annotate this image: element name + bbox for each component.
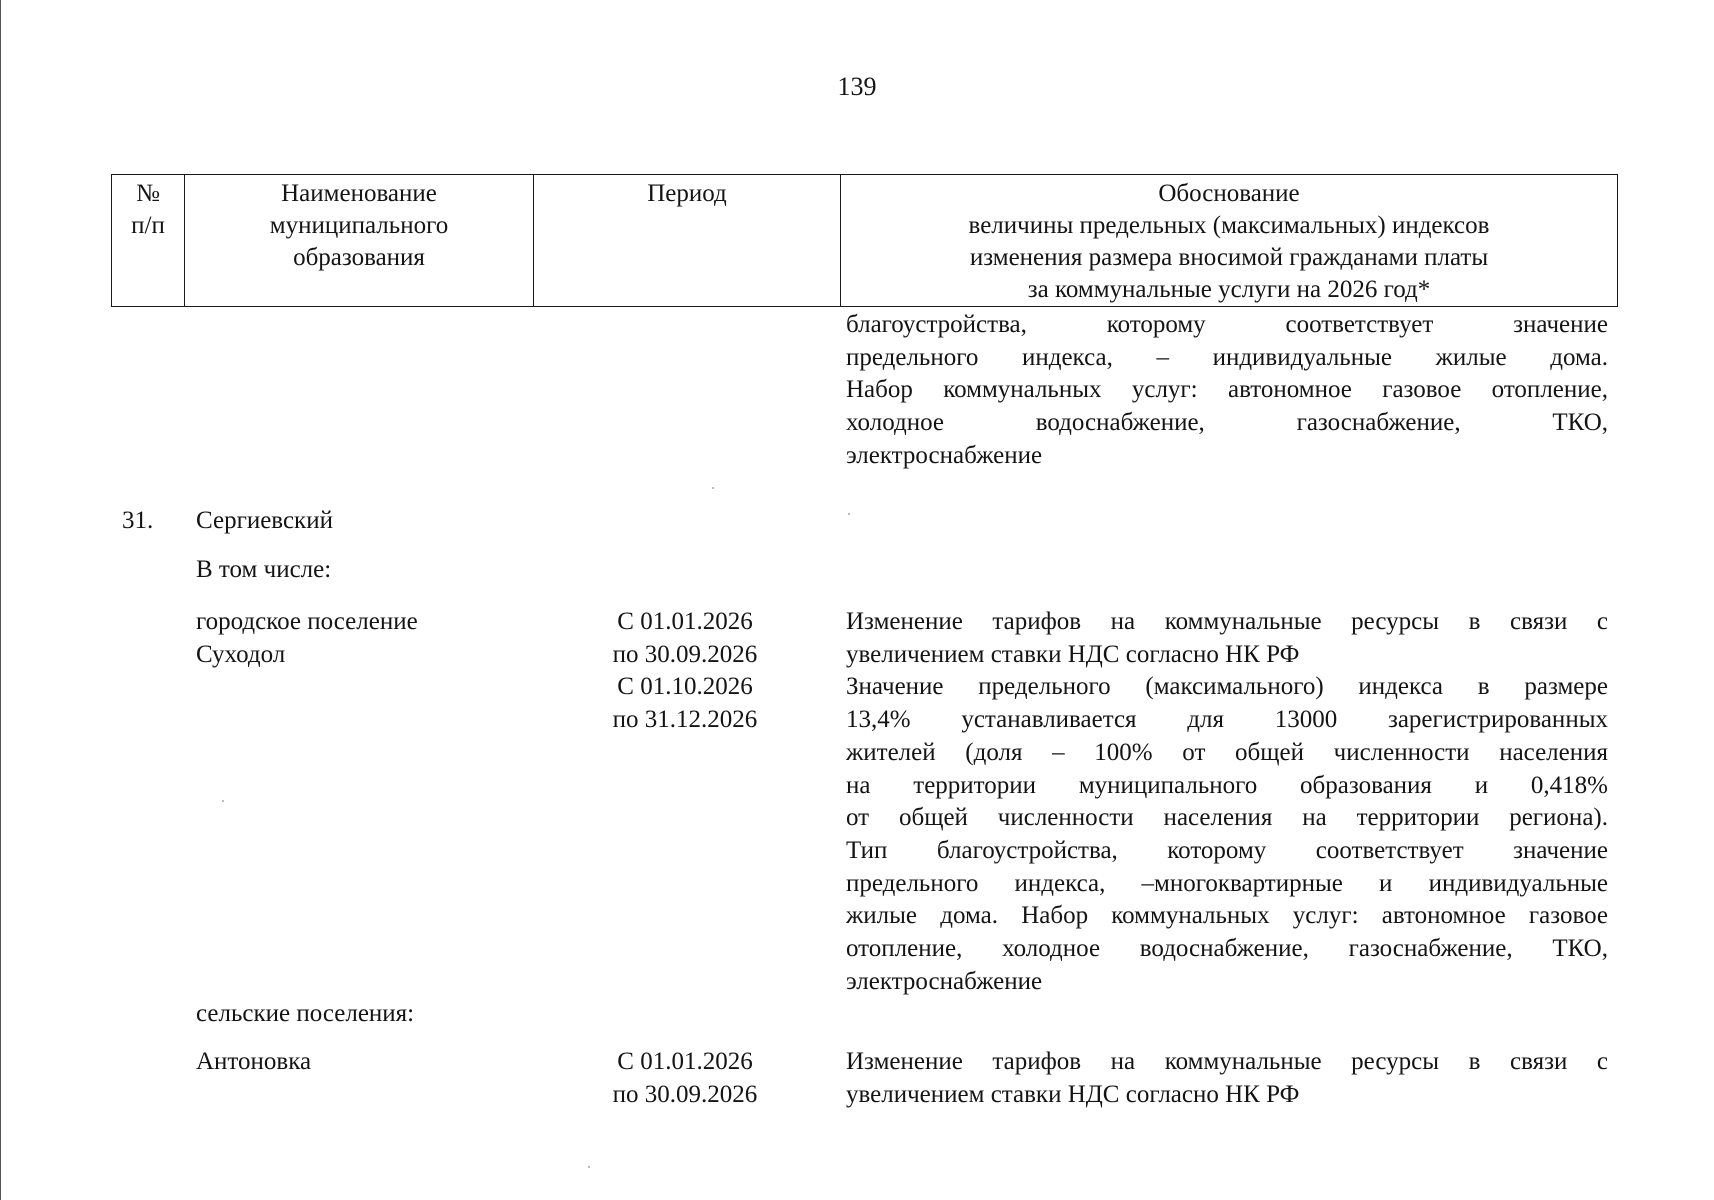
- scan-speck: [588, 1166, 590, 1168]
- header-row: [112, 175, 1618, 307]
- header-line: Обоснование: [1158, 180, 1300, 207]
- including-label: В том числе:: [196, 556, 332, 583]
- text-line: увеличением ставки НДС согласно НК РФ: [846, 640, 1300, 668]
- antonovka-reason: [846, 1046, 1608, 1111]
- text-line: 13,4% устанавливается для 13000 зарегистрированных: [846, 706, 1608, 734]
- period-line: С 01.01.2026: [617, 608, 753, 635]
- text-line: Изменение тарифов на коммунальные ресурсы в связи с: [846, 608, 1608, 635]
- antonovka-name: Антоновка: [196, 1048, 312, 1075]
- text-line: Тип благоустройства, которому соответствует значение: [846, 836, 1608, 864]
- text-line: городское поселение: [196, 608, 418, 635]
- urban-periods: [560, 606, 810, 737]
- text-line: жителей (доля – 100% от общей численности населения: [846, 738, 1608, 766]
- municipality-name: Сергиевский: [196, 507, 333, 534]
- table-header: [111, 174, 1618, 307]
- header-line: муниципального: [269, 212, 449, 239]
- text-line: Значение предельного (максимального) индекса в размере: [846, 673, 1608, 701]
- header-line: Период: [647, 180, 727, 207]
- scan-speck: [848, 513, 850, 515]
- text-line: Набор коммунальных услуг: автономное газовое отопление,: [846, 376, 1608, 404]
- header-line: п/п: [131, 212, 165, 239]
- page-number: 139: [837, 72, 877, 101]
- text-line: предельного индекса, –многоквартирные и индивидуальные: [846, 869, 1608, 897]
- scan-speck: [222, 800, 224, 802]
- text-line: увеличением ставки НДС согласно НК РФ: [846, 1080, 1300, 1108]
- period-line: С 01.01.2026: [617, 1048, 753, 1075]
- urban-settlement-name: [196, 606, 418, 671]
- text-line: электроснабжение: [846, 441, 1043, 469]
- text-line: благоустройства, которому соответствует значение: [846, 311, 1608, 338]
- header-line: Наименование: [281, 180, 437, 207]
- scan-speck: [712, 487, 714, 489]
- text-line: предельного индекса, – индивидуальные жилые дома.: [846, 343, 1608, 371]
- entry-number: 31.: [122, 507, 154, 534]
- text-line: Изменение тарифов на коммунальные ресурсы в связи с: [846, 1048, 1608, 1075]
- rural-settlements-heading: сельские поселения:: [196, 1000, 415, 1027]
- text-line: от общей численности населения на территории региона).: [846, 804, 1608, 832]
- header-line: образования: [293, 244, 425, 271]
- text-line: на территории муниципального образования и 0,418%: [846, 771, 1608, 799]
- text-line: холодное водоснабжение, газоснабжение, ТКО,: [846, 409, 1608, 437]
- period-line: по 30.09.2026: [612, 640, 758, 668]
- text-line: Суходол: [196, 640, 286, 668]
- text-line: жилые дома. Набор коммунальных услуг: автономное газовое: [846, 902, 1608, 930]
- header-line: изменения размера вносимой гражданами платы: [969, 244, 1489, 271]
- urban-reason: [846, 606, 1608, 998]
- header-line: за коммунальные услуги на 2026 год*: [1027, 276, 1431, 303]
- header-col-number: [112, 175, 185, 307]
- text-line: электроснабжение: [846, 967, 1043, 995]
- header-line: величины предельных (максимальных) индексов: [968, 212, 1490, 239]
- period-line: С 01.10.2026: [617, 673, 753, 701]
- antonovka-periods: [560, 1046, 810, 1111]
- continuation-text: [846, 309, 1608, 473]
- period-line: по 31.12.2026: [612, 706, 758, 734]
- header-col-name: [185, 175, 534, 307]
- text-line: отопление, холодное водоснабжение, газоснабжение, ТКО,: [846, 935, 1608, 963]
- header-col-period: [534, 175, 841, 307]
- page-edge: [0, 0, 1, 1200]
- header-line: №: [136, 180, 160, 207]
- period-line: по 30.09.2026: [612, 1080, 758, 1108]
- header-col-reason: [841, 175, 1618, 307]
